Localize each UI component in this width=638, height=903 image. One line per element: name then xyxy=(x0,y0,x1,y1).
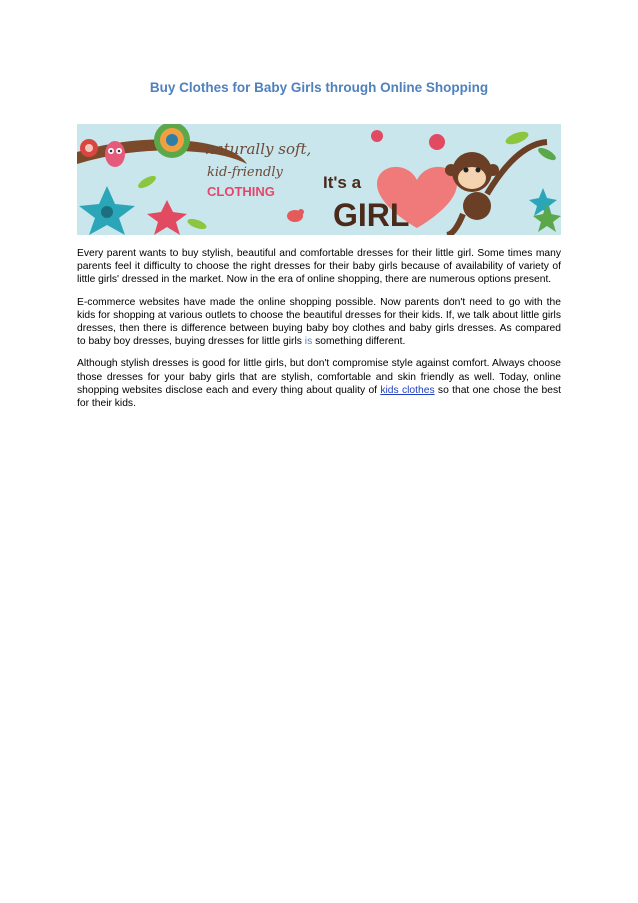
paragraph-3-text-b: so that one chose the best for their kids. xyxy=(77,384,561,410)
paragraph-1: Every parent wants to buy stylish, beautiful and comfortable dresses for their little girl. Some times many parents feel it difficulty to choose the right dresses for their baby girls because of availability of variety of little girls' dressed in the market. Now in the era of online shopping, there are numerous options present. xyxy=(77,248,561,286)
paragraph-2-text-b: something different. xyxy=(312,336,406,348)
paragraph-2 xyxy=(77,296,561,349)
owl-icon xyxy=(105,141,125,167)
paragraph-3-text-a: Although stylish dresses is good for little girls, but don't compromise style against comfort. Always choose those dresses for your baby girls that are stylish, comfortable and skin friendly as well. Today, online shopping websites disclose each and every thing about quality of xyxy=(77,358,561,396)
page-title: Buy Clothes for Baby Girls through Online Shopping xyxy=(149,80,489,95)
girl-text: GIRL xyxy=(333,197,410,233)
paragraph-2-highlight: is xyxy=(304,336,313,348)
kids-clothes-link[interactable]: kids clothes xyxy=(380,384,435,396)
banner-image xyxy=(77,124,561,235)
article-body xyxy=(77,247,561,419)
tagline-line1: naturally soft, xyxy=(205,140,312,158)
its-a-text: It's a xyxy=(323,173,362,192)
tagline-line2: kid-friendly xyxy=(207,165,283,180)
paragraph-2-text-a: E-commerce websites have made the online shopping possible. Now parents don't need to go with the kids for shopping at various outlets to choose the beautiful dresses for their kids. If, we talk about little girls dresses, then there is difference between buying baby boy clothes and baby girls dresses. As compared to baby boy dresses, buying dresses for little girls xyxy=(77,296,561,348)
paragraph-3 xyxy=(77,357,561,410)
tagline-line3: CLOTHING xyxy=(207,184,275,199)
